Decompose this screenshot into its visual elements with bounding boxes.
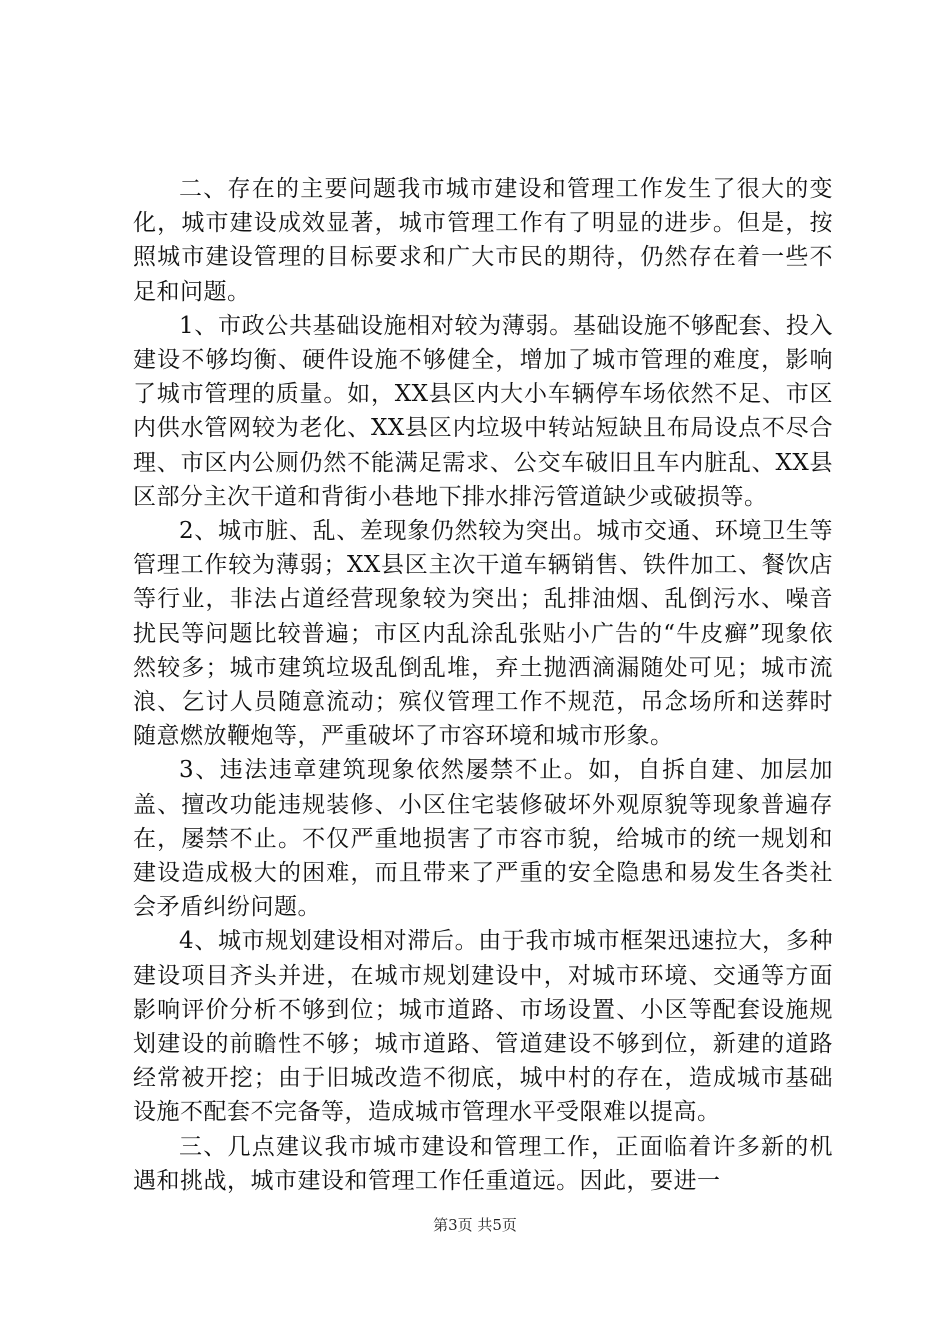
paragraph-problems-intro: 二、存在的主要问题我市城市建设和管理工作发生了很大的变化，城市建设成效显著，城市管理工作有了明显的进步。但是，按照城市建设管理的目标要求和广大市民的期待，仍然存在着一些不足和问题。: [133, 176, 833, 305]
document-body: [133, 172, 833, 1198]
paragraph-planning-lag: 4、城市规划建设相对滞后。由于我市城市框架迅速拉大，多种建设项目齐头并进，在城市规划建设中，对城市环境、交通等方面影响评价分析不够到位；城市道路、市场设置、小区等配套设施规划建设的前瞻性不够；城市道路、管道建设不够到位，新建的道路经常被开挖；由于旧城改造不彻底，城中村的存在，造成城市基础设施不配套不完备等，造成城市管理水平受限难以提高。: [133, 928, 833, 1126]
paragraph-dirty-messy: 2、城市脏、乱、差现象仍然较为突出。城市交通、环境卫生等管理工作较为薄弱；XX县区主次干道车辆销售、铁件加工、餐饮店等行业，非法占道经营现象较为突出；乱排油烟、乱倒污水、噪音扰民等问题比较普遍；市区内乱涂乱张贴小广告的“牛皮癣”现象依然较多；城市建筑垃圾乱倒乱堆，弃土抛洒滴漏随处可见；城市流浪、乞讨人员随意流动；殡仪管理工作不规范，吊念场所和送葬时随意燃放鞭炮等，严重破坏了市容环境和城市形象。: [133, 518, 833, 750]
paragraph-infrastructure: 1、市政公共基础设施相对较为薄弱。基础设施不够配套、投入建设不够均衡、硬件设施不够健全，增加了城市管理的难度，影响了城市管理的质量。如，XX县区内大小车辆停车场依然不足、市区内供水管网较为老化、XX县区内垃圾中转站短缺且布局设点不尽合理、市区内公厕仍然不能满足需求、公交车破旧且车内脏乱、XX县区部分主次干道和背街小巷地下排水排污管道缺少或破损等。: [133, 312, 833, 510]
paragraph-suggestions: 三、几点建议我市城市建设和管理工作，正面临着许多新的机遇和挑战，城市建设和管理工作任重道远。因此，要进一: [133, 1133, 833, 1194]
paragraph-illegal-buildings: 3、违法违章建筑现象依然屡禁不止。如，自拆自建、加层加盖、擅改功能违规装修、小区住宅装修破坏外观原貌等现象普遍存在，屡禁不止。不仅严重地损害了市容市貌，给城市的统一规划和建设造成极大的困难，而且带来了严重的安全隐患和易发生各类社会矛盾纠纷问题。: [133, 757, 833, 921]
page-number-footer: 第3页 共5页: [433, 1216, 517, 1234]
